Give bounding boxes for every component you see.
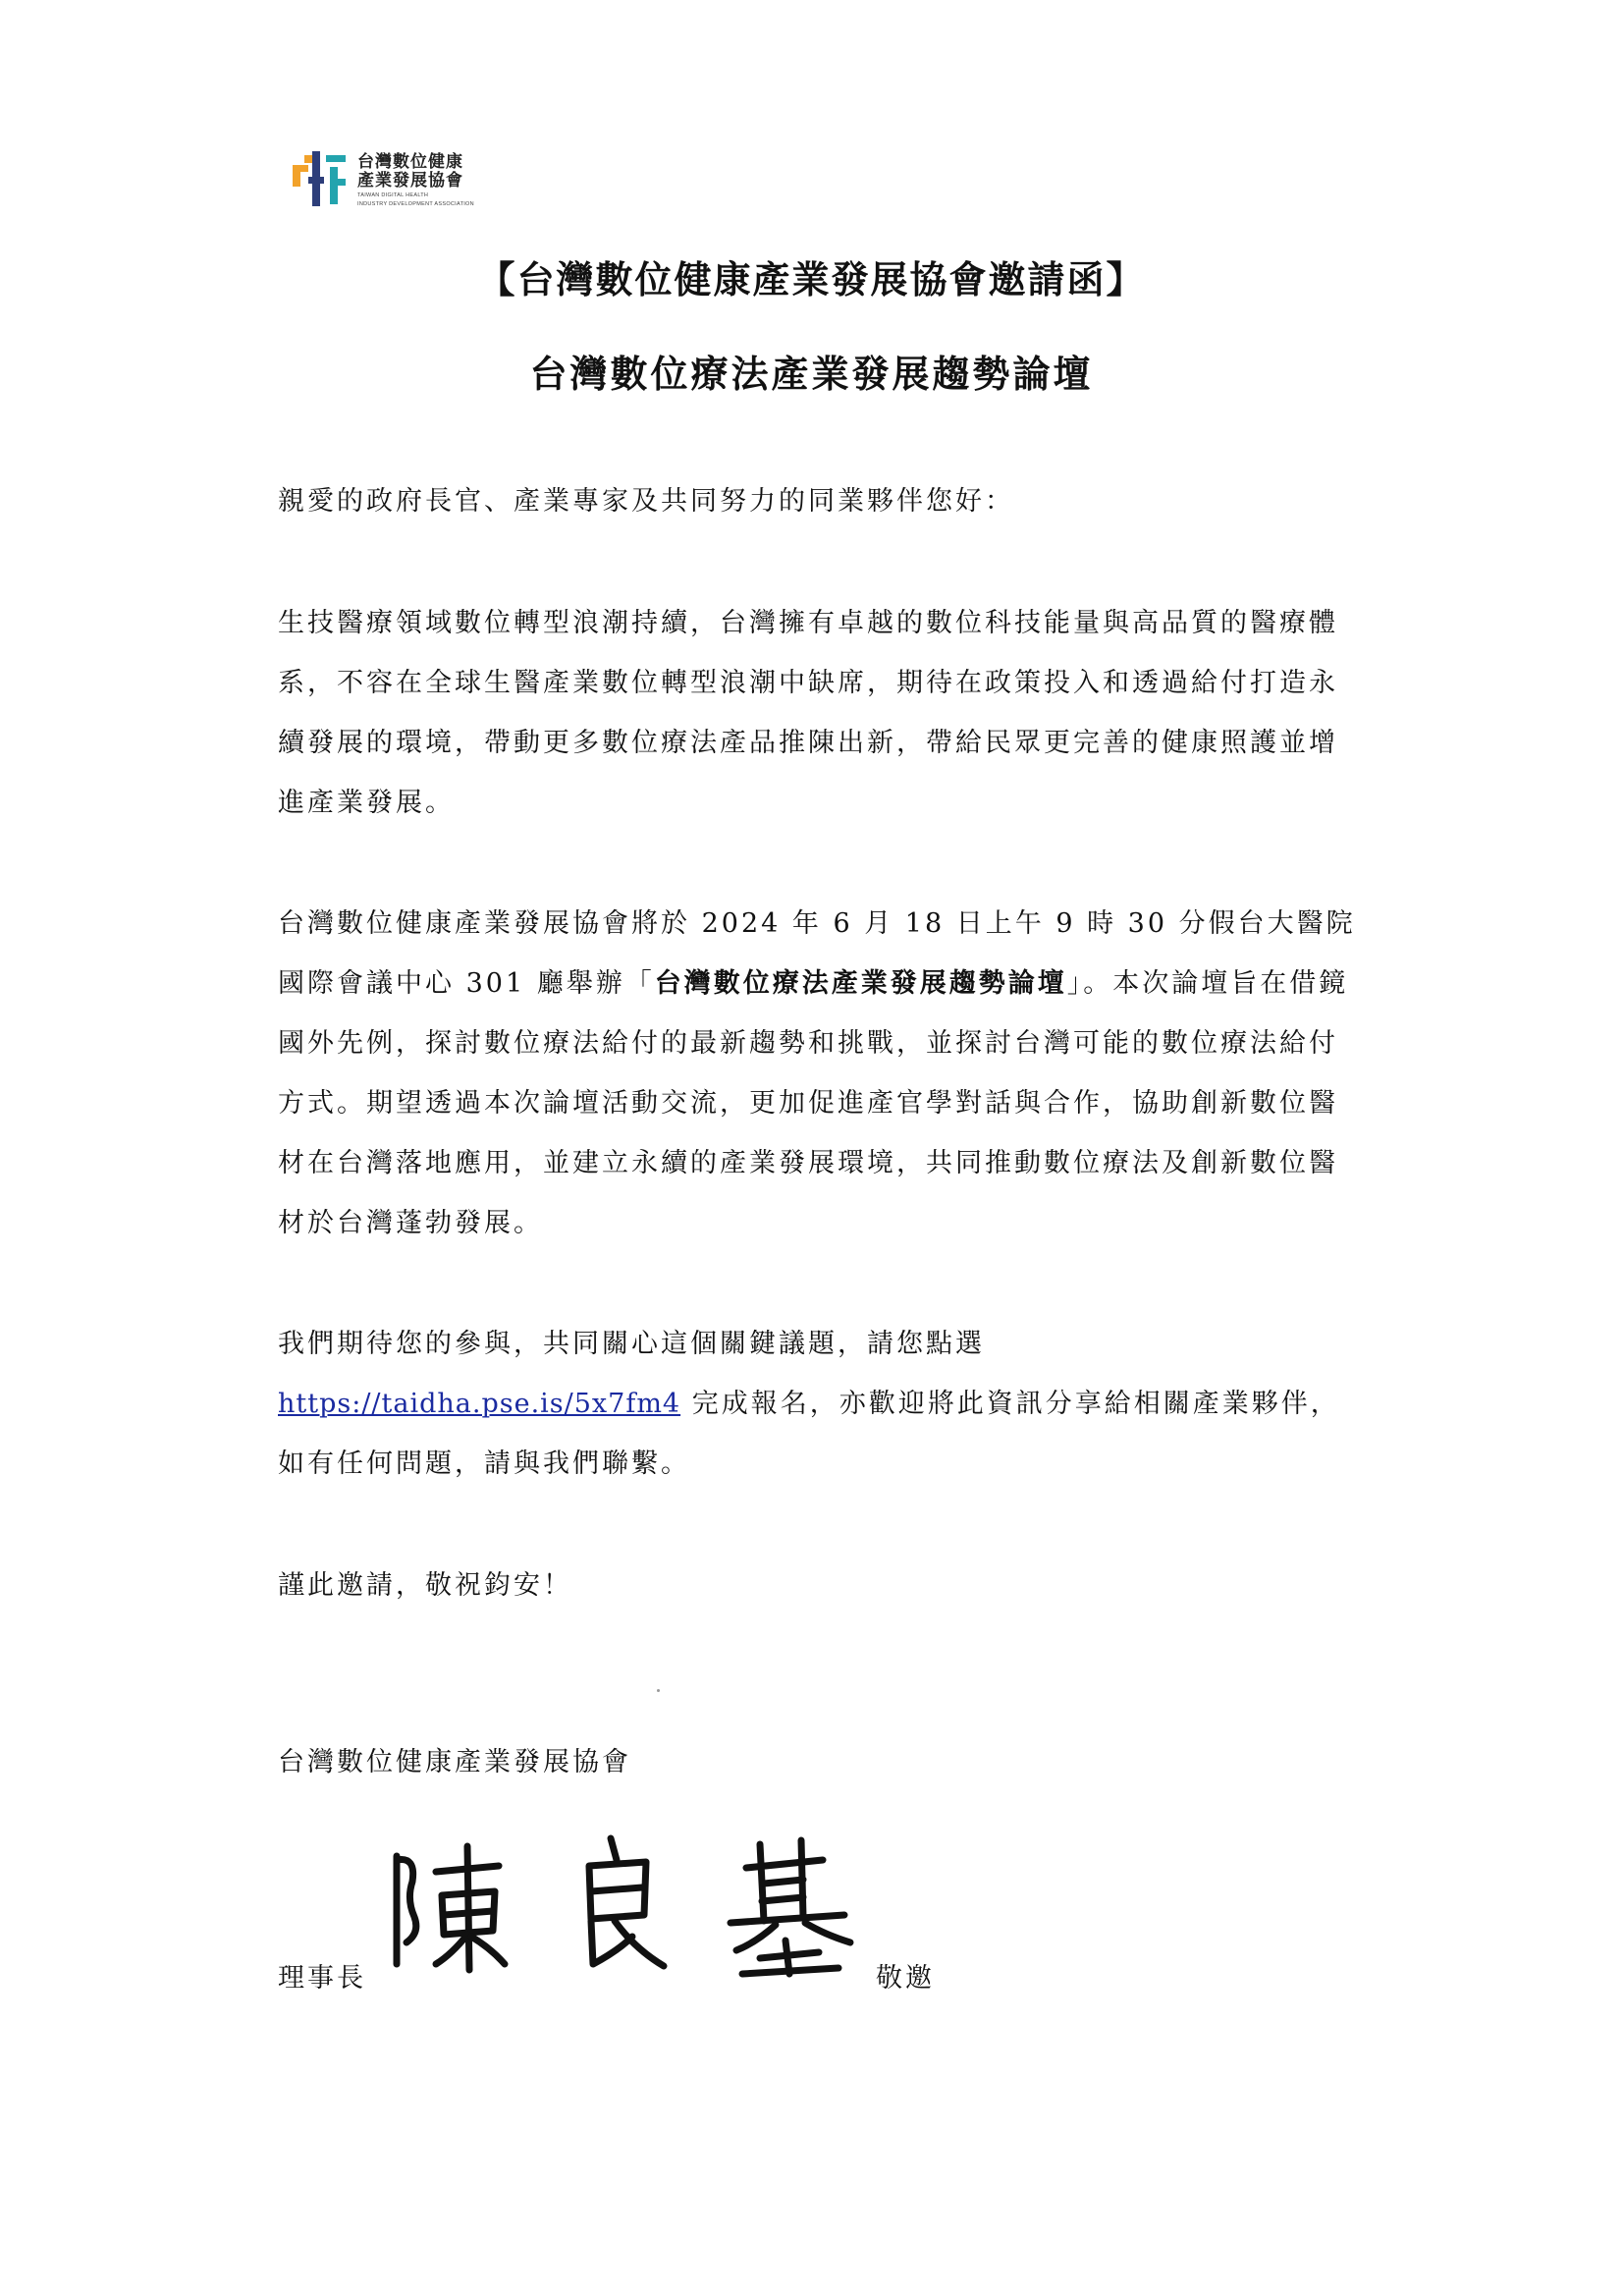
- organization-name: 台灣數位健康產業發展協會: [278, 1747, 631, 1777]
- association-logo: [291, 149, 474, 220]
- forum-title: 台灣數位療法產業發展趨勢論壇: [529, 352, 1094, 396]
- handwritten-signature: [383, 1827, 874, 1984]
- event-text-after: 」。本次論壇旨在借鏡國外先例，探討數位療法給付的最新趨勢和挑戰，並探討台灣可能的數位療法給付方式。期望透過本次論壇活動交流，更加促進產官學對話與合作，協助創新數位醫材在台灣落地應用，並建立永續的產業發展環境，共同推動數位療法及創新數位醫材於台灣蓬勃發展。: [278, 968, 1349, 1238]
- association-logo-mark-icon: [291, 149, 350, 212]
- paragraph-background: 生技醫療領域數位轉型浪潮持續，台灣擁有卓越的數位科技能量與高品質的醫療體系，不容在全球生醫產業數位轉型浪潮中缺席，期待在政策投入和透過給付打造永續發展的環境，帶動更多數位療法產品推陳出新，帶給民眾更完善的健康照護並增進產業發展。: [278, 608, 1338, 818]
- event-name: 台灣數位療法產業發展趨勢論壇: [654, 968, 1067, 999]
- scan-speck: [657, 1689, 660, 1692]
- association-logo-text: [357, 153, 474, 208]
- registration-text-before: 我們期待您的參與，共同關心這個關鍵議題，請您點選: [278, 1329, 985, 1359]
- logo-name-line2: 產業發展協會: [357, 171, 463, 191]
- regards-text: 敬邀: [876, 1963, 935, 1994]
- paragraph-event: [278, 894, 1358, 1253]
- event-text-before: 台灣數位健康產業發展協會將於 2024 年 6 月 18 日上午 9 時 30 分假台大醫院國際會議中心 301 廳舉辦「: [278, 908, 1356, 999]
- greeting: 親愛的政府長官、產業專家及共同努力的同業夥伴您好：: [278, 486, 1014, 517]
- logo-english-line1: TAIWAN DIGITAL HEALTH: [357, 192, 429, 198]
- registration-link[interactable]: https://taidha.pse.is/5x7fm4: [278, 1389, 681, 1419]
- paragraph-registration: [278, 1314, 1358, 1494]
- letter-title: 【台灣數位健康產業發展協會邀請函】: [477, 257, 1146, 301]
- logo-name-line1: 台灣數位健康: [357, 152, 463, 172]
- signer-title: 理事長: [278, 1963, 366, 1994]
- logo-english-line2: INDUSTRY DEVELOPMENT ASSOCIATION: [357, 201, 474, 207]
- closing-line: 謹此邀請，敬祝鈞安！: [278, 1570, 572, 1601]
- registration-text-after: 完成報名，亦歡迎將此資訊分享給相關產業夥伴，如有任何問題，請與我們聯繫。: [278, 1389, 1340, 1479]
